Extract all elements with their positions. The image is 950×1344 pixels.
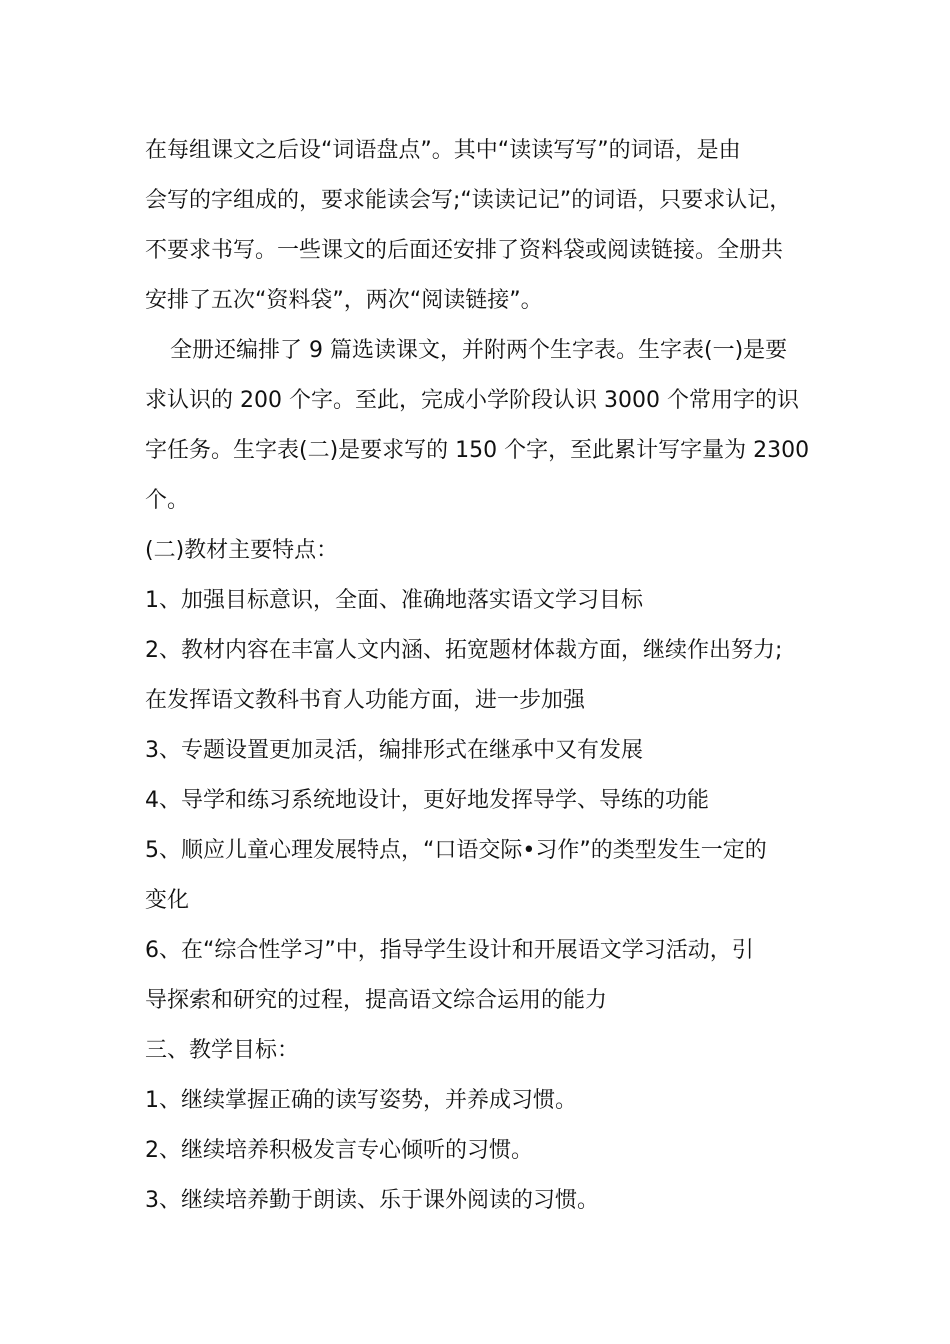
text-line: 变化: [145, 888, 190, 913]
section-heading: (二)教材主要特点：: [145, 538, 339, 563]
text-line: 全册还编排了 9 篇选读课文，并附两个生字表。生字表(一)是要: [170, 338, 788, 363]
text-line: 在发挥语文教科书育人功能方面，进一步加强: [145, 688, 586, 713]
list-item: 5、顺应儿童心理发展特点，“口语交际•习作”的类型发生一定的: [145, 838, 767, 863]
section-heading: 三、教学目标：: [145, 1038, 300, 1063]
text-line: 导探索和研究的过程，提高语文综合运用的能力: [145, 988, 608, 1013]
text-line: 个。: [145, 488, 190, 513]
list-item: 2、继续培养积极发言专心倾听的习惯。: [145, 1138, 533, 1163]
list-item: 1、继续掌握正确的读写姿势，并养成习惯。: [145, 1088, 577, 1113]
text-line: 会写的字组成的，要求能读会写;“读读记记”的词语，只要求认记，: [145, 188, 792, 213]
list-item: 4、导学和练习系统地设计，更好地发挥导学、导练的功能: [145, 788, 709, 813]
text-line: 字任务。生字表(二)是要求写的 150 个字，至此累计写字量为 2300: [145, 438, 810, 463]
list-item: 3、继续培养勤于朗读、乐于课外阅读的习惯。: [145, 1188, 599, 1213]
list-item: 2、教材内容在丰富人文内涵、拓宽题材体裁方面，继续作出努力;: [145, 638, 783, 663]
text-line: 在每组课文之后设“词语盘点”。其中“读读写写”的词语，是由: [145, 138, 741, 163]
list-item: 6、在“综合性学习”中，指导学生设计和开展语文学习活动，引: [145, 938, 754, 963]
text-line: 安排了五次“资料袋”，两次“阅读链接”。: [145, 288, 543, 313]
text-line: 求认识的 200 个字。至此，完成小学阶段认识 3000 个常用字的识: [145, 388, 799, 413]
text-line: 不要求书写。一些课文的后面还安排了资料袋或阅读链接。全册共: [145, 238, 784, 263]
list-item: 1、加强目标意识，全面、准确地落实语文学习目标: [145, 588, 643, 613]
list-item: 3、专题设置更加灵活，编排形式在继承中又有发展: [145, 738, 643, 763]
